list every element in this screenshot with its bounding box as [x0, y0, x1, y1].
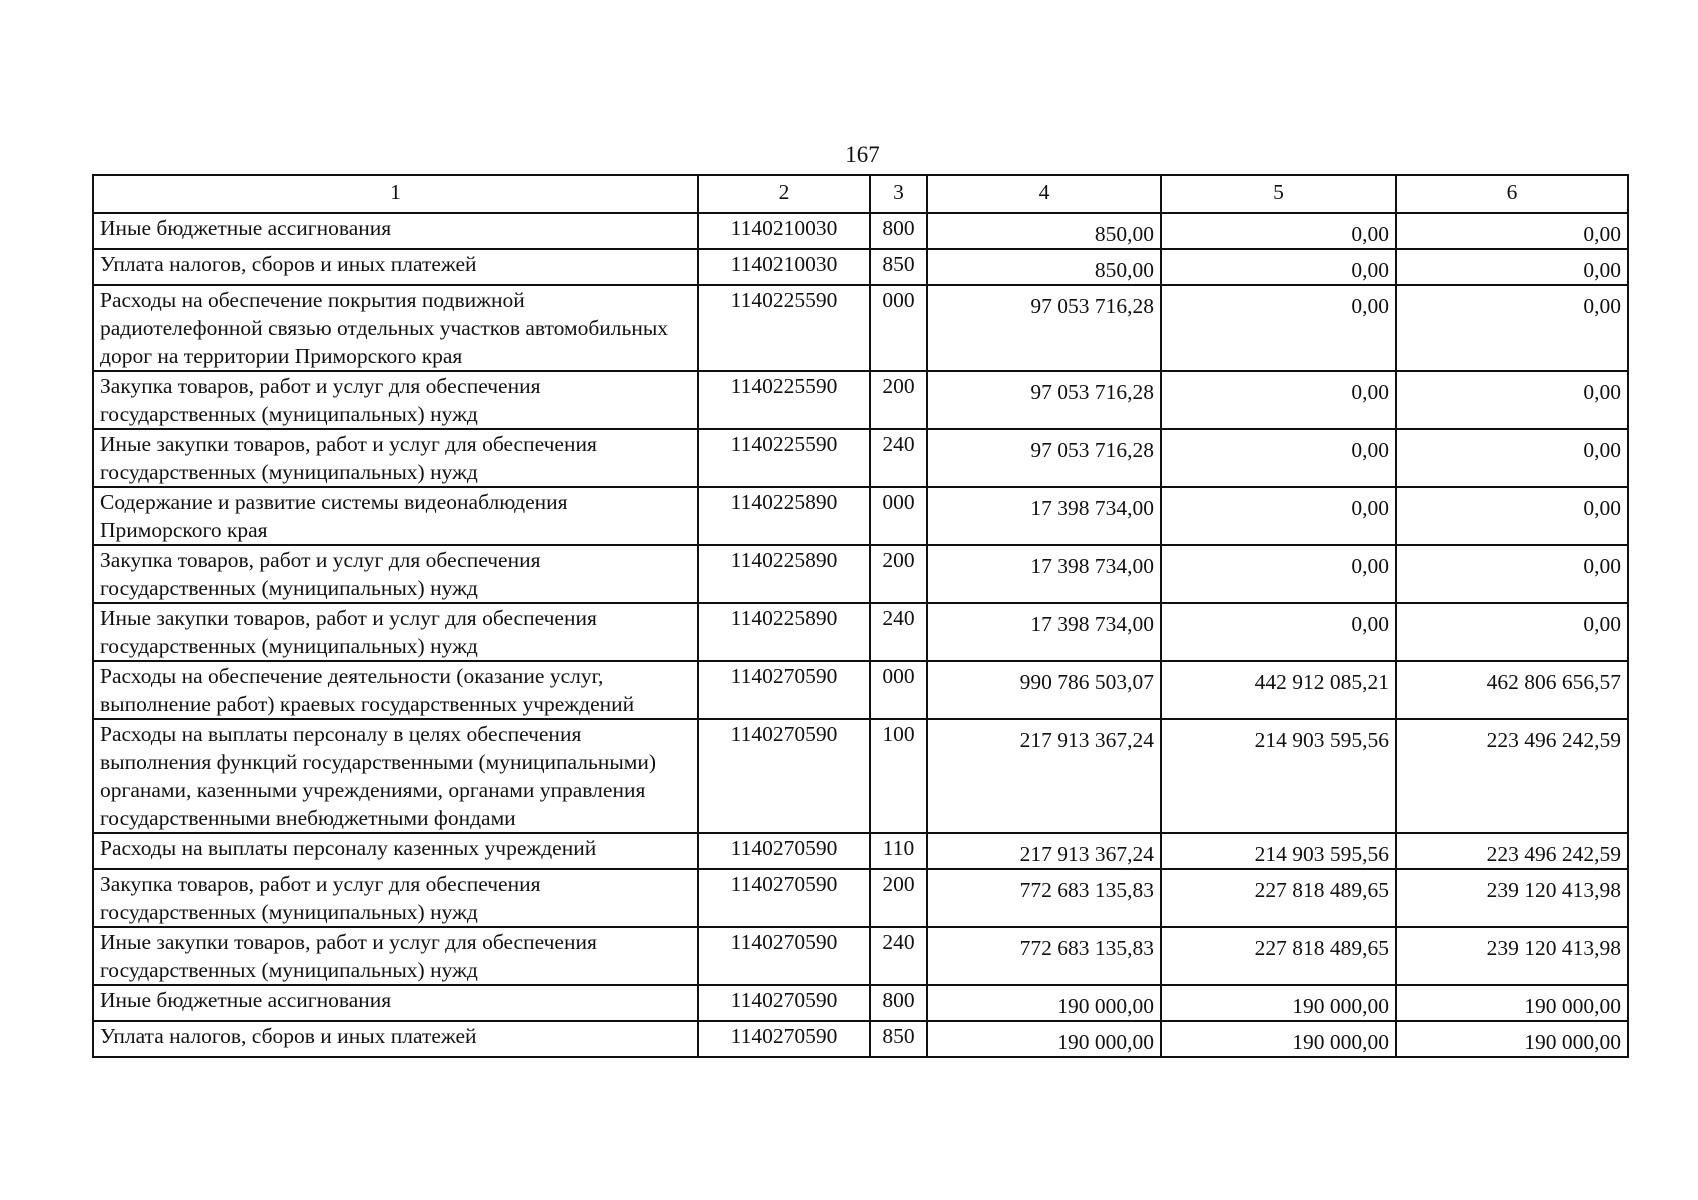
row-value-col6 [1396, 371, 1628, 429]
column-header: 3 [870, 175, 927, 213]
table-row [93, 985, 1628, 1021]
table-row [93, 429, 1628, 487]
row-expense-type: 850 [870, 1021, 927, 1057]
row-value-col5 [1161, 487, 1396, 545]
row-value-col4 [927, 249, 1161, 285]
row-target-code: 1140270590 [698, 985, 870, 1021]
row-value-col5 [1161, 545, 1396, 603]
row-value-col4-text: 850,00 [1094, 222, 1154, 246]
row-target-code: 1140270590 [698, 869, 870, 927]
row-value-col5 [1161, 927, 1396, 985]
row-value-col4 [927, 213, 1161, 249]
row-value-col6 [1396, 833, 1628, 869]
row-value-col5-text: 0,00 [1351, 380, 1389, 404]
row-value-col4 [927, 833, 1161, 869]
row-target-code: 1140225590 [698, 429, 870, 487]
row-value-col6 [1396, 985, 1628, 1021]
row-value-col5 [1161, 985, 1396, 1021]
row-value-col6-text: 190 000,00 [1524, 1030, 1621, 1054]
row-value-col4 [927, 371, 1161, 429]
row-value-col4-text: 97 053 716,28 [1030, 294, 1154, 318]
table-row [93, 719, 1628, 833]
row-value-col5-text: 214 903 595,56 [1254, 842, 1389, 866]
row-value-col6-text: 223 496 242,59 [1486, 842, 1621, 866]
row-value-col6 [1396, 661, 1628, 719]
row-value-col4-text: 990 786 503,07 [1019, 670, 1154, 694]
row-value-col4-text: 772 683 135,83 [1019, 878, 1154, 902]
row-value-col5-text: 190 000,00 [1292, 1030, 1389, 1054]
row-target-code: 1140225590 [698, 285, 870, 371]
row-value-col5 [1161, 371, 1396, 429]
row-value-col5-text: 0,00 [1351, 222, 1389, 246]
table-row [93, 545, 1628, 603]
row-value-col5 [1161, 249, 1396, 285]
row-target-code: 1140270590 [698, 1021, 870, 1057]
row-value-col5-text: 214 903 595,56 [1254, 728, 1389, 752]
row-expense-type: 200 [870, 545, 927, 603]
row-value-col4-text: 190 000,00 [1057, 1030, 1154, 1054]
row-name: Содержание и развитие системы видеонаблюдения Приморского края [93, 487, 698, 545]
row-value-col5 [1161, 869, 1396, 927]
row-value-col6 [1396, 487, 1628, 545]
row-target-code: 1140270590 [698, 661, 870, 719]
row-value-col6-text: 0,00 [1583, 222, 1621, 246]
table-row [93, 249, 1628, 285]
row-expense-type: 240 [870, 429, 927, 487]
row-expense-type: 000 [870, 285, 927, 371]
row-value-col4-text: 190 000,00 [1057, 994, 1154, 1018]
row-value-col4-text: 97 053 716,28 [1030, 380, 1154, 404]
row-value-col4-text: 217 913 367,24 [1019, 842, 1154, 866]
row-value-col6 [1396, 285, 1628, 371]
row-value-col6 [1396, 249, 1628, 285]
row-value-col4 [927, 429, 1161, 487]
row-value-col5-text: 442 912 085,21 [1254, 670, 1389, 694]
row-expense-type: 100 [870, 719, 927, 833]
row-value-col4-text: 850,00 [1094, 258, 1154, 282]
row-value-col5 [1161, 603, 1396, 661]
row-expense-type: 240 [870, 603, 927, 661]
table-row [93, 1021, 1628, 1057]
row-name: Закупка товаров, работ и услуг для обеспечения государственных (муниципальных) нужд [93, 371, 698, 429]
table-row [93, 833, 1628, 869]
row-value-col4 [927, 927, 1161, 985]
row-target-code: 1140225890 [698, 487, 870, 545]
row-value-col4-text: 97 053 716,28 [1030, 438, 1154, 462]
row-value-col5-text: 0,00 [1351, 438, 1389, 462]
row-name: Иные бюджетные ассигнования [93, 985, 698, 1021]
row-value-col5-text: 0,00 [1351, 554, 1389, 578]
row-target-code: 1140270590 [698, 833, 870, 869]
row-value-col6-text: 239 120 413,98 [1486, 936, 1621, 960]
row-name: Закупка товаров, работ и услуг для обеспечения государственных (муниципальных) нужд [93, 545, 698, 603]
row-value-col5 [1161, 719, 1396, 833]
row-value-col5-text: 227 818 489,65 [1254, 878, 1389, 902]
row-expense-type: 000 [870, 661, 927, 719]
row-value-col4 [927, 285, 1161, 371]
table-row [93, 661, 1628, 719]
row-value-col4 [927, 1021, 1161, 1057]
row-value-col6 [1396, 545, 1628, 603]
row-value-col6-text: 190 000,00 [1524, 994, 1621, 1018]
row-value-col4-text: 17 398 734,00 [1030, 496, 1154, 520]
row-value-col6 [1396, 1021, 1628, 1057]
row-name: Иные закупки товаров, работ и услуг для обеспечения государственных (муниципальных) нужд [93, 429, 698, 487]
row-target-code: 1140210030 [698, 213, 870, 249]
table-row [93, 213, 1628, 249]
row-value-col4 [927, 985, 1161, 1021]
table-row [93, 487, 1628, 545]
row-expense-type: 800 [870, 213, 927, 249]
row-value-col6-text: 0,00 [1583, 380, 1621, 404]
column-header: 1 [93, 175, 698, 213]
row-value-col6-text: 0,00 [1583, 438, 1621, 462]
row-expense-type: 850 [870, 249, 927, 285]
row-value-col4 [927, 603, 1161, 661]
row-name: Расходы на обеспечение покрытия подвижной радиотелефонной связью отдельных участков автомобильных дорог на территории Приморского края [93, 285, 698, 371]
row-value-col4 [927, 487, 1161, 545]
row-name: Иные бюджетные ассигнования [93, 213, 698, 249]
row-value-col6 [1396, 429, 1628, 487]
row-target-code: 1140270590 [698, 927, 870, 985]
row-name: Закупка товаров, работ и услуг для обеспечения государственных (муниципальных) нужд [93, 869, 698, 927]
row-value-col5-text: 0,00 [1351, 258, 1389, 282]
table-row [93, 371, 1628, 429]
row-name: Иные закупки товаров, работ и услуг для обеспечения государственных (муниципальных) нужд [93, 603, 698, 661]
row-value-col6-text: 0,00 [1583, 612, 1621, 636]
row-value-col4-text: 17 398 734,00 [1030, 612, 1154, 636]
row-expense-type: 200 [870, 371, 927, 429]
row-value-col6 [1396, 603, 1628, 661]
table-row [93, 869, 1628, 927]
row-value-col4 [927, 661, 1161, 719]
row-value-col5-text: 0,00 [1351, 294, 1389, 318]
header-row [93, 175, 1628, 213]
row-value-col5 [1161, 429, 1396, 487]
row-value-col5-text: 227 818 489,65 [1254, 936, 1389, 960]
row-value-col5 [1161, 285, 1396, 371]
row-expense-type: 000 [870, 487, 927, 545]
row-name: Уплата налогов, сборов и иных платежей [93, 1021, 698, 1057]
row-value-col6-text: 0,00 [1583, 294, 1621, 318]
row-expense-type: 240 [870, 927, 927, 985]
row-value-col4 [927, 869, 1161, 927]
row-value-col4 [927, 719, 1161, 833]
row-value-col5 [1161, 1021, 1396, 1057]
row-value-col6-text: 462 806 656,57 [1486, 670, 1621, 694]
row-target-code: 1140225590 [698, 371, 870, 429]
row-name: Уплата налогов, сборов и иных платежей [93, 249, 698, 285]
row-value-col4-text: 217 913 367,24 [1019, 728, 1154, 752]
row-value-col6 [1396, 927, 1628, 985]
row-name: Расходы на обеспечение деятельности (оказание услуг, выполнение работ) краевых государственных учреждений [93, 661, 698, 719]
row-target-code: 1140270590 [698, 719, 870, 833]
row-target-code: 1140225890 [698, 545, 870, 603]
row-name: Расходы на выплаты персоналу в целях обеспечения выполнения функций государственными (муниципальными) органами, казенными учреждениями, органами управления государственными внебюджетными фондами [93, 719, 698, 833]
budget-table [92, 174, 1629, 1058]
table-body [93, 175, 1628, 1057]
row-value-col6 [1396, 719, 1628, 833]
row-value-col5 [1161, 213, 1396, 249]
column-header: 6 [1396, 175, 1628, 213]
table-row [93, 603, 1628, 661]
row-target-code: 1140210030 [698, 249, 870, 285]
column-header: 4 [927, 175, 1161, 213]
row-value-col6-text: 239 120 413,98 [1486, 878, 1621, 902]
row-expense-type: 800 [870, 985, 927, 1021]
row-name: Расходы на выплаты персоналу казенных учреждений [93, 833, 698, 869]
table-row [93, 285, 1628, 371]
page-number: 167 [845, 142, 880, 167]
row-target-code: 1140225890 [698, 603, 870, 661]
row-name: Иные закупки товаров, работ и услуг для обеспечения государственных (муниципальных) нужд [93, 927, 698, 985]
row-value-col6 [1396, 869, 1628, 927]
table-row [93, 927, 1628, 985]
row-value-col5-text: 0,00 [1351, 496, 1389, 520]
row-value-col6-text: 0,00 [1583, 496, 1621, 520]
row-value-col4 [927, 545, 1161, 603]
column-header: 5 [1161, 175, 1396, 213]
row-value-col4-text: 772 683 135,83 [1019, 936, 1154, 960]
row-value-col5-text: 0,00 [1351, 612, 1389, 636]
row-value-col5 [1161, 833, 1396, 869]
row-expense-type: 110 [870, 833, 927, 869]
row-expense-type: 200 [870, 869, 927, 927]
row-value-col6-text: 0,00 [1583, 554, 1621, 578]
row-value-col6 [1396, 213, 1628, 249]
row-value-col6-text: 0,00 [1583, 258, 1621, 282]
row-value-col5 [1161, 661, 1396, 719]
row-value-col6-text: 223 496 242,59 [1486, 728, 1621, 752]
row-value-col4-text: 17 398 734,00 [1030, 554, 1154, 578]
column-header: 2 [698, 175, 870, 213]
row-value-col5-text: 190 000,00 [1292, 994, 1389, 1018]
